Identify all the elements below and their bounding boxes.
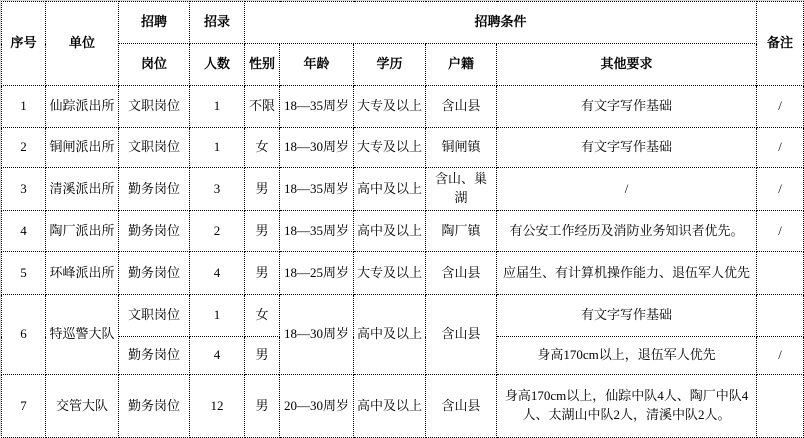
- cell-gender: 女: [245, 128, 280, 168]
- cell-education: 大专及以上: [354, 252, 426, 295]
- cell-gender: 男: [245, 211, 280, 252]
- cell-post: 勤务岗位: [119, 211, 190, 252]
- cell-gender: 男: [245, 375, 280, 438]
- cell-other: 有文字写作基础: [497, 128, 757, 168]
- cell-serial: 3: [2, 168, 46, 211]
- table-row: [2, 252, 804, 295]
- cell-unit: 陶厂派出所: [46, 211, 119, 252]
- cell-remarks: /: [757, 86, 804, 128]
- cell-count: 3: [190, 168, 245, 211]
- header-unit: 单位: [46, 2, 119, 86]
- cell-serial: 7: [2, 375, 46, 438]
- cell-serial: 5: [2, 252, 46, 295]
- cell-post: 文职岗位: [119, 86, 190, 128]
- table-row: [2, 86, 804, 128]
- cell-count: 1: [190, 128, 245, 168]
- header-post-line2: 岗位: [119, 44, 190, 86]
- cell-registry: 含山、巢湖: [426, 168, 497, 211]
- cell-other: 有公安工作经历及消防业务知识者优先。: [497, 211, 757, 252]
- recruitment-table: [1, 1, 804, 438]
- cell-serial: 1: [2, 86, 46, 128]
- cell-unit: 铜闸派出所: [46, 128, 119, 168]
- cell-post: 勤务岗位: [119, 375, 190, 438]
- cell-gender: 男: [245, 168, 280, 211]
- cell-age: 20—30周岁: [280, 375, 354, 438]
- cell-registry: 含山县: [426, 295, 497, 375]
- cell-count: 1: [190, 295, 245, 337]
- cell-count: 4: [190, 252, 245, 295]
- header-education: 学历: [354, 44, 426, 86]
- cell-registry: 含山县: [426, 252, 497, 295]
- header-conditions: 招聘条件: [245, 2, 757, 44]
- cell-age: 18—35周岁: [280, 86, 354, 128]
- cell-other: 身高170cm以上，仙踪中队4人、陶厂中队4人、太湖山中队2人，清溪中队2人。: [497, 375, 757, 438]
- cell-remarks: /: [757, 168, 804, 211]
- cell-education: 高中及以上: [354, 211, 426, 252]
- cell-age: 18—30周岁: [280, 295, 354, 375]
- header-intake-line1: 招录: [190, 2, 245, 44]
- cell-post: 勤务岗位: [119, 168, 190, 211]
- cell-age: 18—35周岁: [280, 211, 354, 252]
- cell-post: 文职岗位: [119, 295, 190, 337]
- cell-post: 勤务岗位: [119, 337, 190, 375]
- cell-unit: 交管大队: [46, 375, 119, 438]
- header-serial: 序号: [2, 2, 46, 86]
- table-row: [2, 128, 804, 168]
- cell-education: 高中及以上: [354, 168, 426, 211]
- cell-other: 有文字写作基础: [497, 295, 757, 337]
- table-row: [2, 295, 804, 337]
- header-other: 其他要求: [497, 44, 757, 86]
- cell-other: /: [497, 168, 757, 211]
- cell-count: 12: [190, 375, 245, 438]
- cell-registry: 含山县: [426, 375, 497, 438]
- header-row-1: [2, 2, 804, 44]
- cell-post: 文职岗位: [119, 128, 190, 168]
- cell-education: 大专及以上: [354, 128, 426, 168]
- cell-gender: 女: [245, 295, 280, 337]
- cell-registry: 陶厂镇: [426, 211, 497, 252]
- cell-unit: 特巡警大队: [46, 295, 119, 375]
- table-row: [2, 168, 804, 211]
- cell-remarks: [757, 252, 804, 295]
- table-row: [2, 211, 804, 252]
- cell-post: 勤务岗位: [119, 252, 190, 295]
- cell-age: 18—25周岁: [280, 252, 354, 295]
- table-row: [2, 375, 804, 438]
- cell-age: 18—35周岁: [280, 168, 354, 211]
- cell-remarks: /: [757, 337, 804, 375]
- cell-serial: 2: [2, 128, 46, 168]
- header-remarks: 备注: [757, 2, 804, 86]
- cell-serial: 6: [2, 295, 46, 375]
- cell-age: 18—30周岁: [280, 128, 354, 168]
- cell-serial: 4: [2, 211, 46, 252]
- cell-registry: 含山县: [426, 86, 497, 128]
- header-post-line1: 招聘: [119, 2, 190, 44]
- cell-other: 应届生、有计算机操作能力、退伍军人优先: [497, 252, 757, 295]
- header-intake-line2: 人数: [190, 44, 245, 86]
- cell-education: 高中及以上: [354, 375, 426, 438]
- cell-count: 1: [190, 86, 245, 128]
- cell-registry: 铜闸镇: [426, 128, 497, 168]
- cell-count: 4: [190, 337, 245, 375]
- header-registry: 户籍: [426, 44, 497, 86]
- header-gender: 性别: [245, 44, 280, 86]
- cell-count: 2: [190, 211, 245, 252]
- cell-education: 大专及以上: [354, 86, 426, 128]
- cell-gender: 男: [245, 337, 280, 375]
- cell-unit: 仙踪派出所: [46, 86, 119, 128]
- header-row-2: [2, 44, 804, 86]
- cell-remarks: /: [757, 211, 804, 252]
- cell-gender: 男: [245, 252, 280, 295]
- cell-unit: 清溪派出所: [46, 168, 119, 211]
- cell-remarks: [757, 375, 804, 438]
- header-age: 年龄: [280, 44, 354, 86]
- cell-gender: 不限: [245, 86, 280, 128]
- cell-other: 身高170cm以上，退伍军人优先: [497, 337, 757, 375]
- cell-unit: 环峰派出所: [46, 252, 119, 295]
- cell-other: 有文字写作基础: [497, 86, 757, 128]
- cell-remarks: [757, 295, 804, 337]
- cell-education: 高中及以上: [354, 295, 426, 375]
- cell-remarks: /: [757, 128, 804, 168]
